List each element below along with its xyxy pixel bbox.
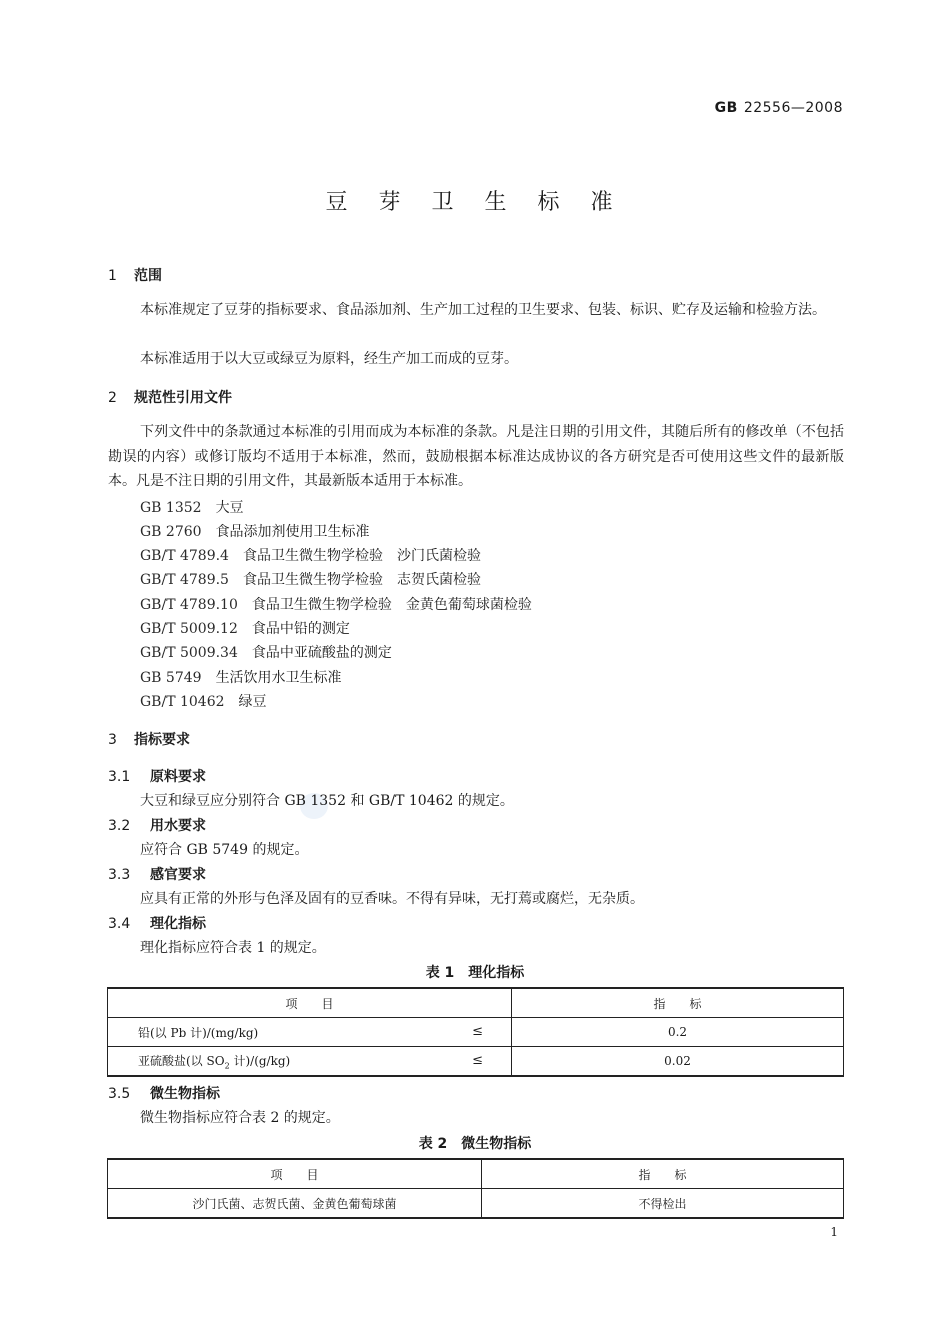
reference-code: GB/T 5009.12	[140, 621, 238, 637]
table-item-cell	[108, 1047, 512, 1077]
reference-item	[140, 545, 481, 565]
standard-prefix: GB	[714, 100, 738, 116]
table-row	[108, 1018, 844, 1047]
subsection-heading	[108, 766, 206, 786]
subsection-title: 原料要求	[150, 769, 206, 785]
subsection-title: 理化指标	[150, 916, 206, 932]
document-title: 豆 芽 卫 生 标 准	[325, 190, 625, 215]
reference-item	[140, 594, 532, 614]
table-row	[108, 1189, 844, 1219]
subsection-text: 应具有正常的外形与色泽及固有的豆香味。不得有异味，无打蔫或腐烂，无杂质。	[140, 891, 644, 907]
subsection-text: 理化指标应符合表 1 的规定。	[140, 940, 326, 956]
reference-code: GB/T 4789.5	[140, 572, 229, 588]
reference-item	[140, 642, 392, 662]
standard-number	[715, 100, 843, 116]
reference-name: 食品中亚硫酸盐的测定	[251, 645, 392, 661]
section-title: 指标要求	[134, 732, 190, 748]
table-header-cell: 项 目	[108, 988, 512, 1018]
section-2-paragraph-1: 下列文件中的条款通过本标准的引用而成为本标准的条款。凡是注日期的引用文件，其随后所有的修改单（不包括勘误的内容）或修订版均不适用于本标准，然而，鼓励根据本标准达成协议的各方研究是否可使用这些文件的最新版本。凡是不注日期的引用文件，其最新版本适用于本标准。	[108, 424, 844, 489]
subsection-title: 感官要求	[150, 867, 206, 883]
section-title: 规范性引用文件	[134, 390, 232, 406]
table-value-cell: 0.2	[512, 1018, 844, 1047]
section-1-paragraph-1: 本标准规定了豆芽的指标要求、食品添加剂、生产加工过程的卫生要求、包装、标识、贮存及运输和检验方法。	[140, 302, 826, 318]
reference-name: 大豆	[215, 500, 244, 516]
section-number: 2	[108, 390, 117, 406]
table-value-cell: 不得检出	[482, 1189, 844, 1219]
table-item-cell	[108, 1018, 512, 1047]
standard-code: 22556—2008	[743, 100, 843, 116]
item-label: 铅(以 Pb 计)/(mg/kg)	[138, 1025, 259, 1040]
page-number: 1	[830, 1225, 838, 1239]
section-1-heading	[108, 265, 162, 285]
item-label-part: 计)/(g/kg)	[229, 1053, 291, 1068]
reference-code: GB/T 4789.4	[140, 548, 229, 564]
subsection-heading	[108, 815, 206, 835]
reference-code: GB/T 5009.34	[140, 645, 238, 661]
subsection-title: 用水要求	[150, 818, 206, 834]
subsection-heading	[108, 864, 206, 884]
reference-code: GB/T 4789.10	[140, 597, 238, 613]
reference-name: 食品卫生微生物学检验 志贺氏菌检验	[242, 572, 481, 588]
section-number: 1	[108, 268, 117, 284]
table-header-row	[108, 988, 844, 1018]
section-1-paragraph-2: 本标准适用于以大豆或绿豆为原料，经生产加工而成的豆芽。	[140, 351, 518, 367]
reference-code: GB 5749	[140, 670, 202, 686]
reference-name: 食品添加剂使用卫生标准	[215, 524, 370, 540]
table-1	[107, 987, 844, 1077]
table-item-cell: 沙门氏菌、志贺氏菌、金黄色葡萄球菌	[108, 1189, 482, 1219]
table-row	[108, 1047, 844, 1077]
subsection-number: 3.2	[108, 818, 131, 834]
item-subscript: 2	[224, 1061, 230, 1071]
reference-item	[140, 691, 267, 711]
subsection-heading	[108, 1083, 220, 1103]
table-header-cell: 指 标	[482, 1159, 844, 1189]
reference-name: 绿豆	[238, 694, 267, 710]
reference-item	[140, 618, 350, 638]
reference-name: 食品卫生微生物学检验 沙门氏菌检验	[242, 548, 481, 564]
reference-name: 生活饮用水卫生标准	[215, 670, 342, 686]
table-header-cell: 项 目	[108, 1159, 482, 1189]
reference-code: GB/T 10462	[140, 694, 225, 710]
section-3-heading	[108, 729, 190, 749]
subsection-number: 3.4	[108, 916, 131, 932]
table-value-cell: 0.02	[512, 1047, 844, 1077]
item-label-part: 亚硫酸盐(以 SO	[138, 1053, 225, 1068]
table-2-caption: 表 2 微生物指标	[418, 1136, 532, 1152]
subsection-text: 微生物指标应符合表 2 的规定。	[140, 1110, 340, 1126]
section-number: 3	[108, 732, 117, 748]
table-1-caption: 表 1 理化指标	[425, 965, 525, 981]
operator: ≤	[472, 1024, 483, 1039]
reference-item	[140, 521, 370, 541]
item-label	[138, 1053, 291, 1071]
section-2-heading	[108, 387, 232, 407]
table-2	[107, 1158, 844, 1219]
section-title: 范围	[134, 268, 162, 284]
subsection-number: 3.1	[108, 769, 131, 785]
table-header-cell: 指 标	[512, 988, 844, 1018]
reference-item	[140, 569, 481, 589]
reference-code: GB 2760	[140, 524, 202, 540]
operator: ≤	[472, 1053, 483, 1068]
reference-item	[140, 497, 244, 517]
reference-name: 食品卫生微生物学检验 金黄色葡萄球菌检验	[251, 597, 532, 613]
reference-name: 食品中铅的测定	[251, 621, 350, 637]
subsection-number: 3.5	[108, 1086, 131, 1102]
subsection-number: 3.3	[108, 867, 131, 883]
subsection-text: 大豆和绿豆应分别符合 GB 1352 和 GB/T 10462 的规定。	[140, 793, 514, 809]
table-header-row	[108, 1159, 844, 1189]
reference-code: GB 1352	[140, 500, 202, 516]
subsection-title: 微生物指标	[150, 1086, 220, 1102]
subsection-text: 应符合 GB 5749 的规定。	[140, 842, 309, 858]
subsection-heading	[108, 913, 206, 933]
reference-item	[140, 667, 342, 687]
